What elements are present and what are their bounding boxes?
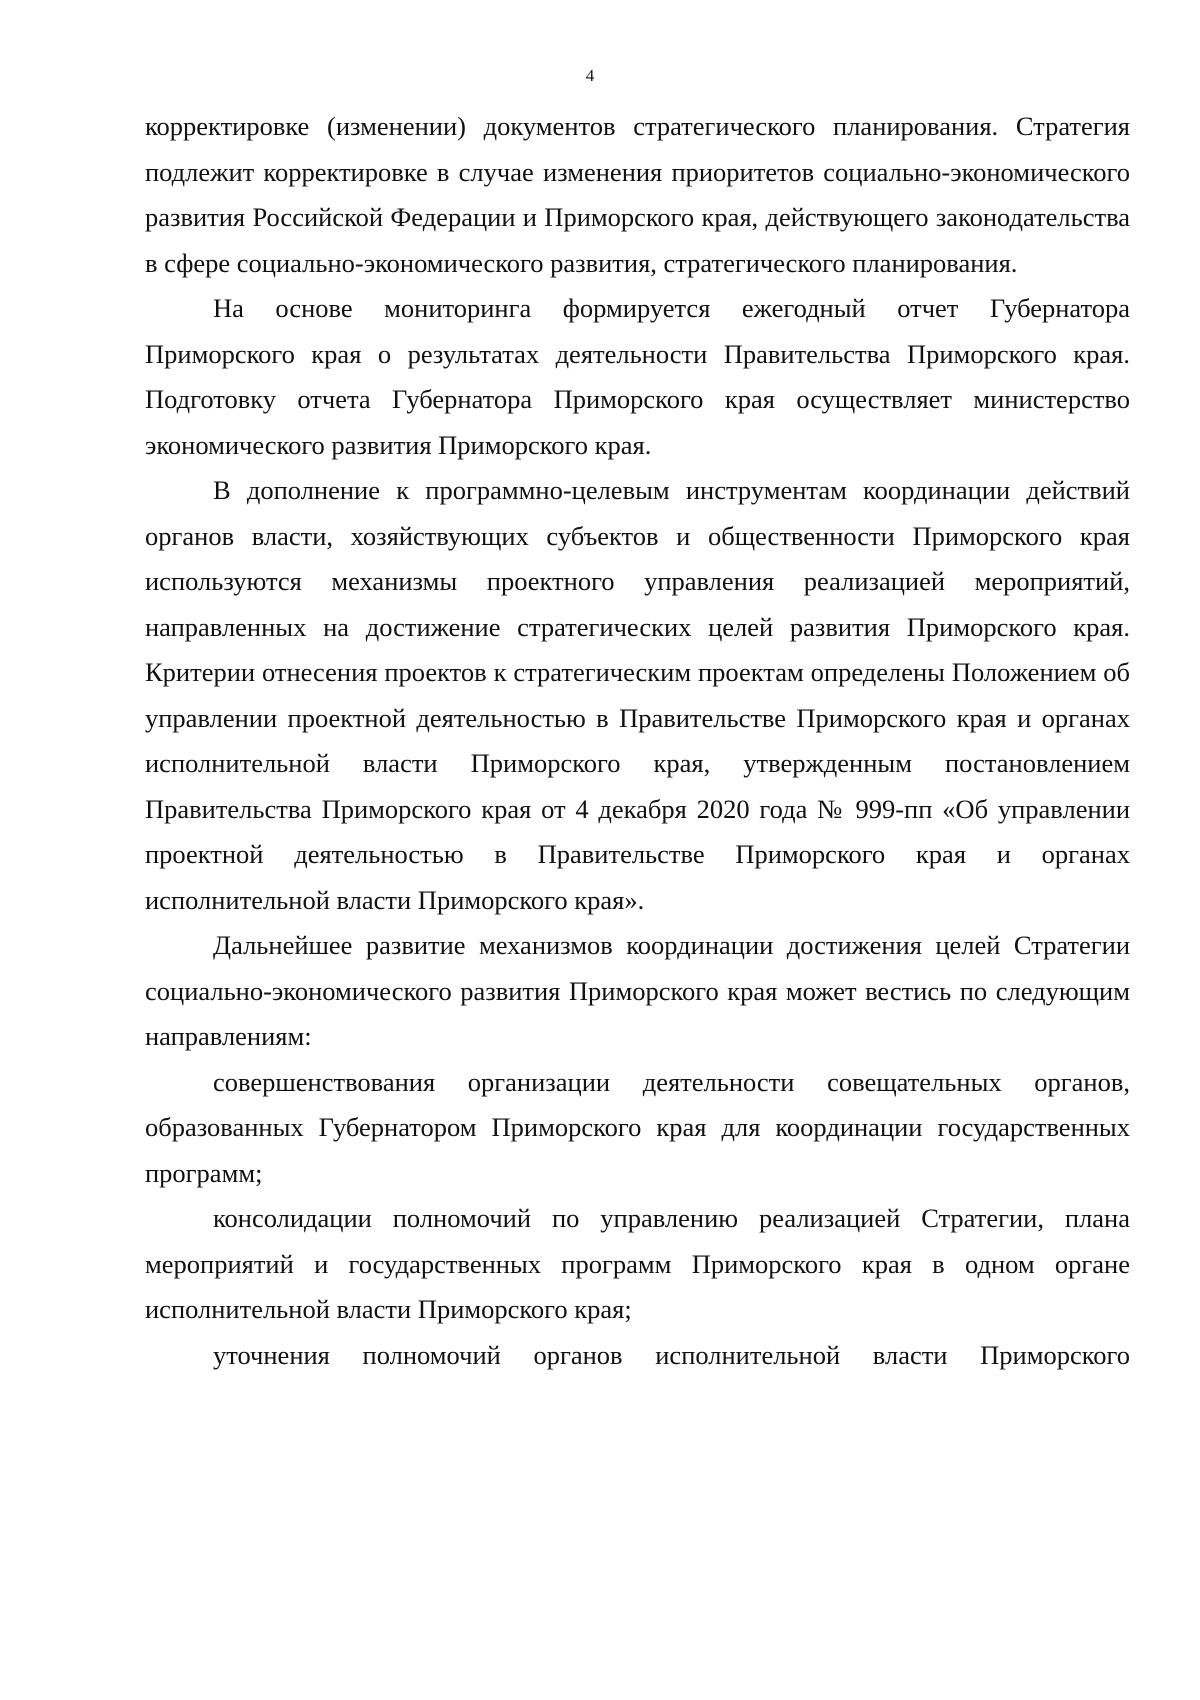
paragraph-governor-report: На основе мониторинга формируется ежегодный отчет Губернатора Приморского края о результатах деятельности Правительства Приморского края. Подготовку отчета Губернатора Приморского края осуществляет министерство экономического развития Приморского края. bbox=[145, 293, 1130, 460]
list-item-consolidation: консолидации полномочий по управлению реализацией Стратегии, плана мероприятий и государственных программ Приморского края в одном органе исполнительной власти Приморского края; bbox=[145, 1203, 1130, 1324]
paragraph-coordination-directions: Дальнейшее развитие механизмов координации достижения целей Стратегии социально-экономического развития Приморского края может вестись по следующим направлениям: bbox=[145, 930, 1130, 1051]
document-body bbox=[145, 104, 1130, 1378]
list-item-advisory-bodies: совершенствования организации деятельности совещательных органов, образованных Губернатором Приморского края для координации государственных программ; bbox=[145, 1066, 1130, 1188]
list-item-clarification: уточнения полномочий органов исполнительной власти Приморского bbox=[213, 1339, 1130, 1370]
page-number: 4 bbox=[585, 66, 595, 85]
paragraph-strategy-correction: корректировке (изменении) документов стратегического планирования. Стратегия подлежит корректировке в случае изменения приоритетов социально-экономического развития Российской Федерации и Приморского края, действующего законодательства в сфере социально-экономического развития, стратегического планирования. bbox=[145, 111, 1130, 278]
paragraph-project-management: В дополнение к программно-целевым инструментам координации действий органов власти, хозяйствующих субъектов и общественности Приморского края используются механизмы проектного управления реализацией мероприятий, направленных на достижение стратегических целей развития Приморского края. Критерии отнесения проектов к стратегическим проектам определены Положением об управлении проектной деятельностью в Правительстве Приморского края и органах исполнительной власти Приморского края, утвержденным постановлением Правительства Приморского края от 4 декабря 2020 года № 999-пп «Об управлении проектной деятельностью в Правительстве Приморского края и органах исполнительной власти Приморского края». bbox=[145, 475, 1130, 915]
